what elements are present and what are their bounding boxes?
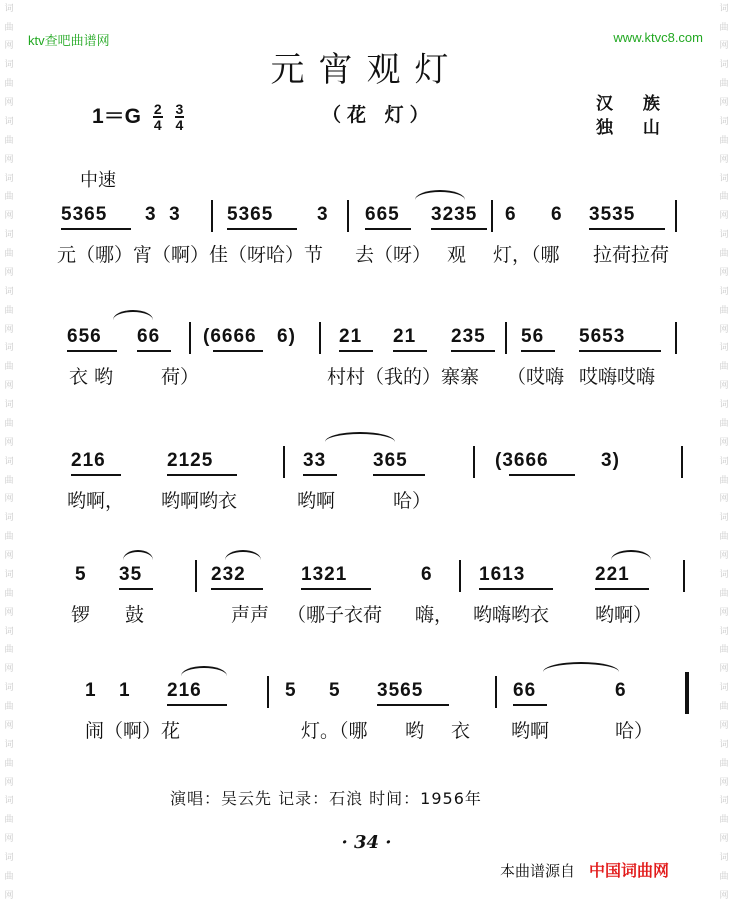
lyric: 元（哪）宵（啊）佳（呀哈）节 xyxy=(57,244,324,266)
lyric: 哟啊 xyxy=(511,720,550,742)
watermark-glyph: 词 xyxy=(719,343,729,354)
bar-line xyxy=(319,322,321,354)
note-group: 5 xyxy=(329,680,341,701)
staff-1 xyxy=(55,200,690,266)
watermark-glyph: 网 xyxy=(4,381,14,392)
origin-place: 独 山 xyxy=(596,118,672,138)
tempo-marking: 中速 xyxy=(80,170,116,191)
lyric: 衣 xyxy=(451,720,471,742)
watermark-glyph: 曲 xyxy=(719,362,729,373)
note-group: 3) xyxy=(601,450,620,471)
staff-5-notes xyxy=(55,676,690,710)
note-group: 6) xyxy=(277,326,296,347)
watermark-glyph: 词 xyxy=(4,626,14,637)
lyric: 哟啊 xyxy=(297,490,336,512)
watermark-glyph: 词 xyxy=(719,116,729,127)
watermark-glyph: 词 xyxy=(4,3,14,14)
watermark-glyph: 曲 xyxy=(719,249,729,260)
watermark-glyph: 曲 xyxy=(719,758,729,769)
watermark-glyph: 网 xyxy=(4,324,14,335)
staff-3 xyxy=(55,446,690,512)
staff-1-lyrics xyxy=(55,234,690,266)
watermark-glyph: 网 xyxy=(719,381,729,392)
watermark-glyph: 曲 xyxy=(719,588,729,599)
lyric: 拉荷拉荷 xyxy=(593,244,670,266)
note-group: 221 xyxy=(595,564,630,585)
lyric: 哟 xyxy=(405,720,425,742)
watermark-glyph: 曲 xyxy=(719,79,729,90)
bar-line xyxy=(675,322,677,354)
note-group: 66 xyxy=(513,680,537,701)
note-group: 1321 xyxy=(301,564,348,585)
time-signature-2: $\frac{3}{4}$ xyxy=(175,101,184,134)
note-group: 3 3 xyxy=(145,204,181,225)
staff-5 xyxy=(55,676,690,742)
lyric: 哎嗨哎嗨 xyxy=(579,366,656,388)
lyric: 嗨， xyxy=(415,604,454,626)
beam xyxy=(167,474,237,476)
note-group: 35 xyxy=(119,564,143,585)
watermark-glyph: 曲 xyxy=(719,22,729,33)
watermark-glyph: 曲 xyxy=(4,815,14,826)
note-group: 2125 xyxy=(167,450,214,471)
site-watermark-left: ktv查吧曲谱网 xyxy=(28,33,110,48)
watermark-glyph: 曲 xyxy=(4,475,14,486)
watermark-glyph: 网 xyxy=(719,494,729,505)
watermark-glyph: 曲 xyxy=(4,418,14,429)
note-group: 66 xyxy=(137,326,161,347)
note-group: 232 xyxy=(211,564,246,585)
watermark-glyph: 网 xyxy=(4,890,14,901)
note-group: 665 xyxy=(365,204,400,225)
watermark-glyph: 曲 xyxy=(719,645,729,656)
watermark-glyph: 曲 xyxy=(4,192,14,203)
beam xyxy=(61,228,131,230)
watermark-glyph: 曲 xyxy=(4,135,14,146)
lyric: 灯。（哪 xyxy=(301,720,368,742)
lyric: 荷） xyxy=(161,366,200,388)
watermark-glyph: 词 xyxy=(719,3,729,14)
note-group: 6 xyxy=(615,680,627,701)
watermark-glyph: 曲 xyxy=(719,418,729,429)
watermark-glyph: 网 xyxy=(4,720,14,731)
beam xyxy=(71,474,121,476)
beam xyxy=(513,704,547,706)
beam xyxy=(579,350,661,352)
staff-2-lyrics xyxy=(55,356,690,388)
slur xyxy=(181,666,227,676)
watermark-glyph: 词 xyxy=(719,230,729,241)
beam xyxy=(227,228,297,230)
lyric: 声声 xyxy=(231,604,270,626)
watermark-glyph: 网 xyxy=(4,437,14,448)
key-signature xyxy=(92,100,184,132)
staff-3-notes xyxy=(55,446,690,480)
watermark-glyph: 网 xyxy=(4,607,14,618)
watermark-glyph: 词 xyxy=(4,569,14,580)
note-group: 6 xyxy=(421,564,433,585)
slur xyxy=(325,432,395,442)
lyric: （哪子衣荷 xyxy=(287,604,383,626)
watermark-glyph: 词 xyxy=(719,513,729,524)
beam xyxy=(339,350,373,352)
note-group: 656 xyxy=(67,326,102,347)
watermark-glyph: 词 xyxy=(719,400,729,411)
note-group: 5365 xyxy=(61,204,108,225)
watermark-glyph: 网 xyxy=(719,607,729,618)
watermark-glyph: 网 xyxy=(719,720,729,731)
watermark-glyph: 曲 xyxy=(4,305,14,316)
watermark-glyph: 曲 xyxy=(4,645,14,656)
beam xyxy=(377,704,449,706)
source-label: 本曲谱源自 xyxy=(500,862,576,880)
watermark-glyph: 网 xyxy=(719,98,729,109)
watermark-glyph: 网 xyxy=(4,267,14,278)
note-group: 33 xyxy=(303,450,327,471)
song-origin xyxy=(596,92,672,140)
watermark-glyph: 曲 xyxy=(4,79,14,90)
note-group: 56 xyxy=(521,326,545,347)
note-group: 3235 xyxy=(431,204,478,225)
bar-line xyxy=(211,200,213,232)
watermark-glyph: 曲 xyxy=(4,702,14,713)
slur xyxy=(611,550,651,560)
note-group: 5 xyxy=(75,564,87,585)
lyric: 哟啊， xyxy=(67,490,125,512)
watermark-glyph: 词 xyxy=(4,286,14,297)
beam xyxy=(213,350,263,352)
note-group: 216 xyxy=(71,450,106,471)
watermark-glyph: 词 xyxy=(4,60,14,71)
watermark-glyph: 网 xyxy=(4,211,14,222)
staff-3-lyrics xyxy=(55,480,690,512)
watermark-glyph: 网 xyxy=(719,154,729,165)
note-group: 3565 xyxy=(377,680,424,701)
watermark-glyph: 词 xyxy=(4,230,14,241)
lyric: 衣 哟 xyxy=(69,366,114,388)
watermark-glyph: 网 xyxy=(719,834,729,845)
bar-line xyxy=(491,200,493,232)
note-group: 5 xyxy=(285,680,297,701)
watermark-glyph: 曲 xyxy=(4,532,14,543)
watermark-glyph: 词 xyxy=(4,116,14,127)
beam xyxy=(301,588,371,590)
bar-line xyxy=(347,200,349,232)
watermark-glyph: 网 xyxy=(719,41,729,52)
lyric: 观 xyxy=(447,244,467,266)
note-group: 216 xyxy=(167,680,202,701)
beam xyxy=(303,474,337,476)
bar-line xyxy=(267,676,269,708)
source-attribution xyxy=(500,858,669,881)
bar-line xyxy=(283,446,285,478)
watermark-glyph: 曲 xyxy=(719,135,729,146)
beam xyxy=(167,704,227,706)
watermark-glyph: 网 xyxy=(719,551,729,562)
watermark-glyph: 词 xyxy=(4,853,14,864)
lyric: 哟啊） xyxy=(595,604,653,626)
watermark-glyph: 词 xyxy=(719,456,729,467)
watermark-glyph: 词 xyxy=(4,343,14,354)
note-group: 1 xyxy=(119,680,131,701)
time-signature-1: $\frac{2}{4}$ xyxy=(153,101,162,134)
note-group: 1613 xyxy=(479,564,526,585)
lyric: 哈） xyxy=(615,720,654,742)
staff-4 xyxy=(55,560,690,626)
watermark-glyph: 网 xyxy=(719,777,729,788)
watermark-glyph: 词 xyxy=(4,456,14,467)
watermark-glyph: 曲 xyxy=(4,588,14,599)
lyric: 村村（我的）寨寨 xyxy=(327,366,480,388)
watermark-glyph: 曲 xyxy=(719,305,729,316)
watermark-glyph: 曲 xyxy=(719,871,729,882)
staff-2 xyxy=(55,322,690,388)
note-group: (6666 xyxy=(203,326,257,347)
watermark-glyph: 词 xyxy=(719,173,729,184)
lyric: 锣 xyxy=(71,604,91,626)
left-watermark-strip xyxy=(0,0,18,906)
site-watermark-right: www.ktvc8.com xyxy=(613,30,703,45)
performance-credits: 演唱：吴云先 记录：石浪 时间：1956年 xyxy=(170,789,482,808)
beam xyxy=(393,350,427,352)
watermark-glyph: 词 xyxy=(719,626,729,637)
watermark-glyph: 词 xyxy=(4,683,14,694)
slur xyxy=(415,190,465,200)
note-group: 235 xyxy=(451,326,486,347)
note-group: 5365 xyxy=(227,204,274,225)
bar-line xyxy=(681,446,683,478)
watermark-glyph: 曲 xyxy=(4,758,14,769)
note-group: 6 xyxy=(551,204,563,225)
beam xyxy=(595,588,649,590)
note-group: 21 xyxy=(393,326,417,347)
beam xyxy=(589,228,665,230)
slur xyxy=(123,550,153,560)
lyric: 闹（啊）花 xyxy=(85,720,181,742)
bar-line xyxy=(675,200,677,232)
watermark-glyph: 词 xyxy=(719,796,729,807)
watermark-glyph: 网 xyxy=(4,494,14,505)
staff-4-lyrics xyxy=(55,594,690,626)
beam xyxy=(451,350,495,352)
note-group: 3 xyxy=(317,204,329,225)
watermark-glyph: 网 xyxy=(719,324,729,335)
watermark-glyph: 曲 xyxy=(4,871,14,882)
watermark-glyph: 曲 xyxy=(719,815,729,826)
watermark-glyph: 词 xyxy=(4,400,14,411)
staff-2-notes xyxy=(55,322,690,356)
slur xyxy=(113,310,153,320)
watermark-glyph: 网 xyxy=(719,211,729,222)
note-group: 3535 xyxy=(589,204,636,225)
beam xyxy=(521,350,555,352)
watermark-glyph: 网 xyxy=(719,890,729,901)
watermark-glyph: 网 xyxy=(719,267,729,278)
source-brand-link[interactable]: 中国词曲网 xyxy=(589,861,670,880)
note-group: 21 xyxy=(339,326,363,347)
watermark-glyph: 词 xyxy=(4,796,14,807)
lyric: 哈） xyxy=(393,490,432,512)
bar-line xyxy=(459,560,461,592)
lyric: 鼓 xyxy=(125,604,145,626)
note-group: 5653 xyxy=(579,326,626,347)
watermark-glyph: 曲 xyxy=(719,192,729,203)
watermark-glyph: 网 xyxy=(4,777,14,788)
watermark-glyph: 词 xyxy=(4,513,14,524)
right-watermark-strip xyxy=(715,0,733,906)
watermark-glyph: 词 xyxy=(719,60,729,71)
bar-line xyxy=(189,322,191,354)
watermark-glyph: 网 xyxy=(719,664,729,675)
note-group: (3666 xyxy=(495,450,549,471)
bar-line xyxy=(683,560,685,592)
watermark-glyph: 词 xyxy=(719,739,729,750)
watermark-glyph: 词 xyxy=(4,739,14,750)
beam xyxy=(431,228,487,230)
watermark-glyph: 词 xyxy=(719,683,729,694)
song-title: 元宵观灯 xyxy=(270,50,463,90)
note-group: 1 xyxy=(85,680,97,701)
watermark-glyph: 曲 xyxy=(719,532,729,543)
watermark-glyph: 曲 xyxy=(4,22,14,33)
bar-line xyxy=(495,676,497,708)
origin-ethnicity: 汉 族 xyxy=(596,94,672,114)
watermark-glyph: 词 xyxy=(719,286,729,297)
watermark-glyph: 网 xyxy=(4,98,14,109)
watermark-glyph: 词 xyxy=(719,569,729,580)
staff-1-notes xyxy=(55,200,690,234)
note-group: 365 xyxy=(373,450,408,471)
watermark-glyph: 网 xyxy=(4,834,14,845)
watermark-glyph: 曲 xyxy=(719,702,729,713)
watermark-glyph: 词 xyxy=(719,853,729,864)
lyric: 哟啊哟衣 xyxy=(161,490,238,512)
watermark-glyph: 网 xyxy=(4,551,14,562)
watermark-glyph: 网 xyxy=(4,154,14,165)
slur xyxy=(543,662,619,672)
staff-4-notes xyxy=(55,560,690,594)
lyric: 去（呀） xyxy=(355,244,432,266)
bar-line xyxy=(505,322,507,354)
beam xyxy=(137,350,171,352)
lyric: 哟嗨哟衣 xyxy=(473,604,550,626)
beam xyxy=(373,474,425,476)
lyric: 灯，（哪 xyxy=(493,244,560,266)
beam xyxy=(211,588,263,590)
watermark-glyph: 词 xyxy=(4,173,14,184)
page-number: · 34 · xyxy=(341,832,392,853)
watermark-glyph: 曲 xyxy=(4,362,14,373)
beam xyxy=(365,228,411,230)
beam xyxy=(479,588,553,590)
watermark-glyph: 曲 xyxy=(719,475,729,486)
beam xyxy=(67,350,117,352)
lyric: （哎嗨 xyxy=(507,366,565,388)
bar-line xyxy=(195,560,197,592)
key-label: 1＝G xyxy=(92,105,142,128)
slur xyxy=(225,550,261,560)
note-group: 6 xyxy=(505,204,517,225)
watermark-glyph: 网 xyxy=(719,437,729,448)
watermark-glyph: 曲 xyxy=(4,249,14,260)
watermark-glyph: 网 xyxy=(4,664,14,675)
beam xyxy=(509,474,575,476)
staff-5-lyrics xyxy=(55,710,690,742)
final-bar-line xyxy=(685,672,689,714)
watermark-glyph: 网 xyxy=(4,41,14,52)
beam xyxy=(119,588,153,590)
song-genre: （花 灯） xyxy=(322,104,435,126)
bar-line xyxy=(473,446,475,478)
